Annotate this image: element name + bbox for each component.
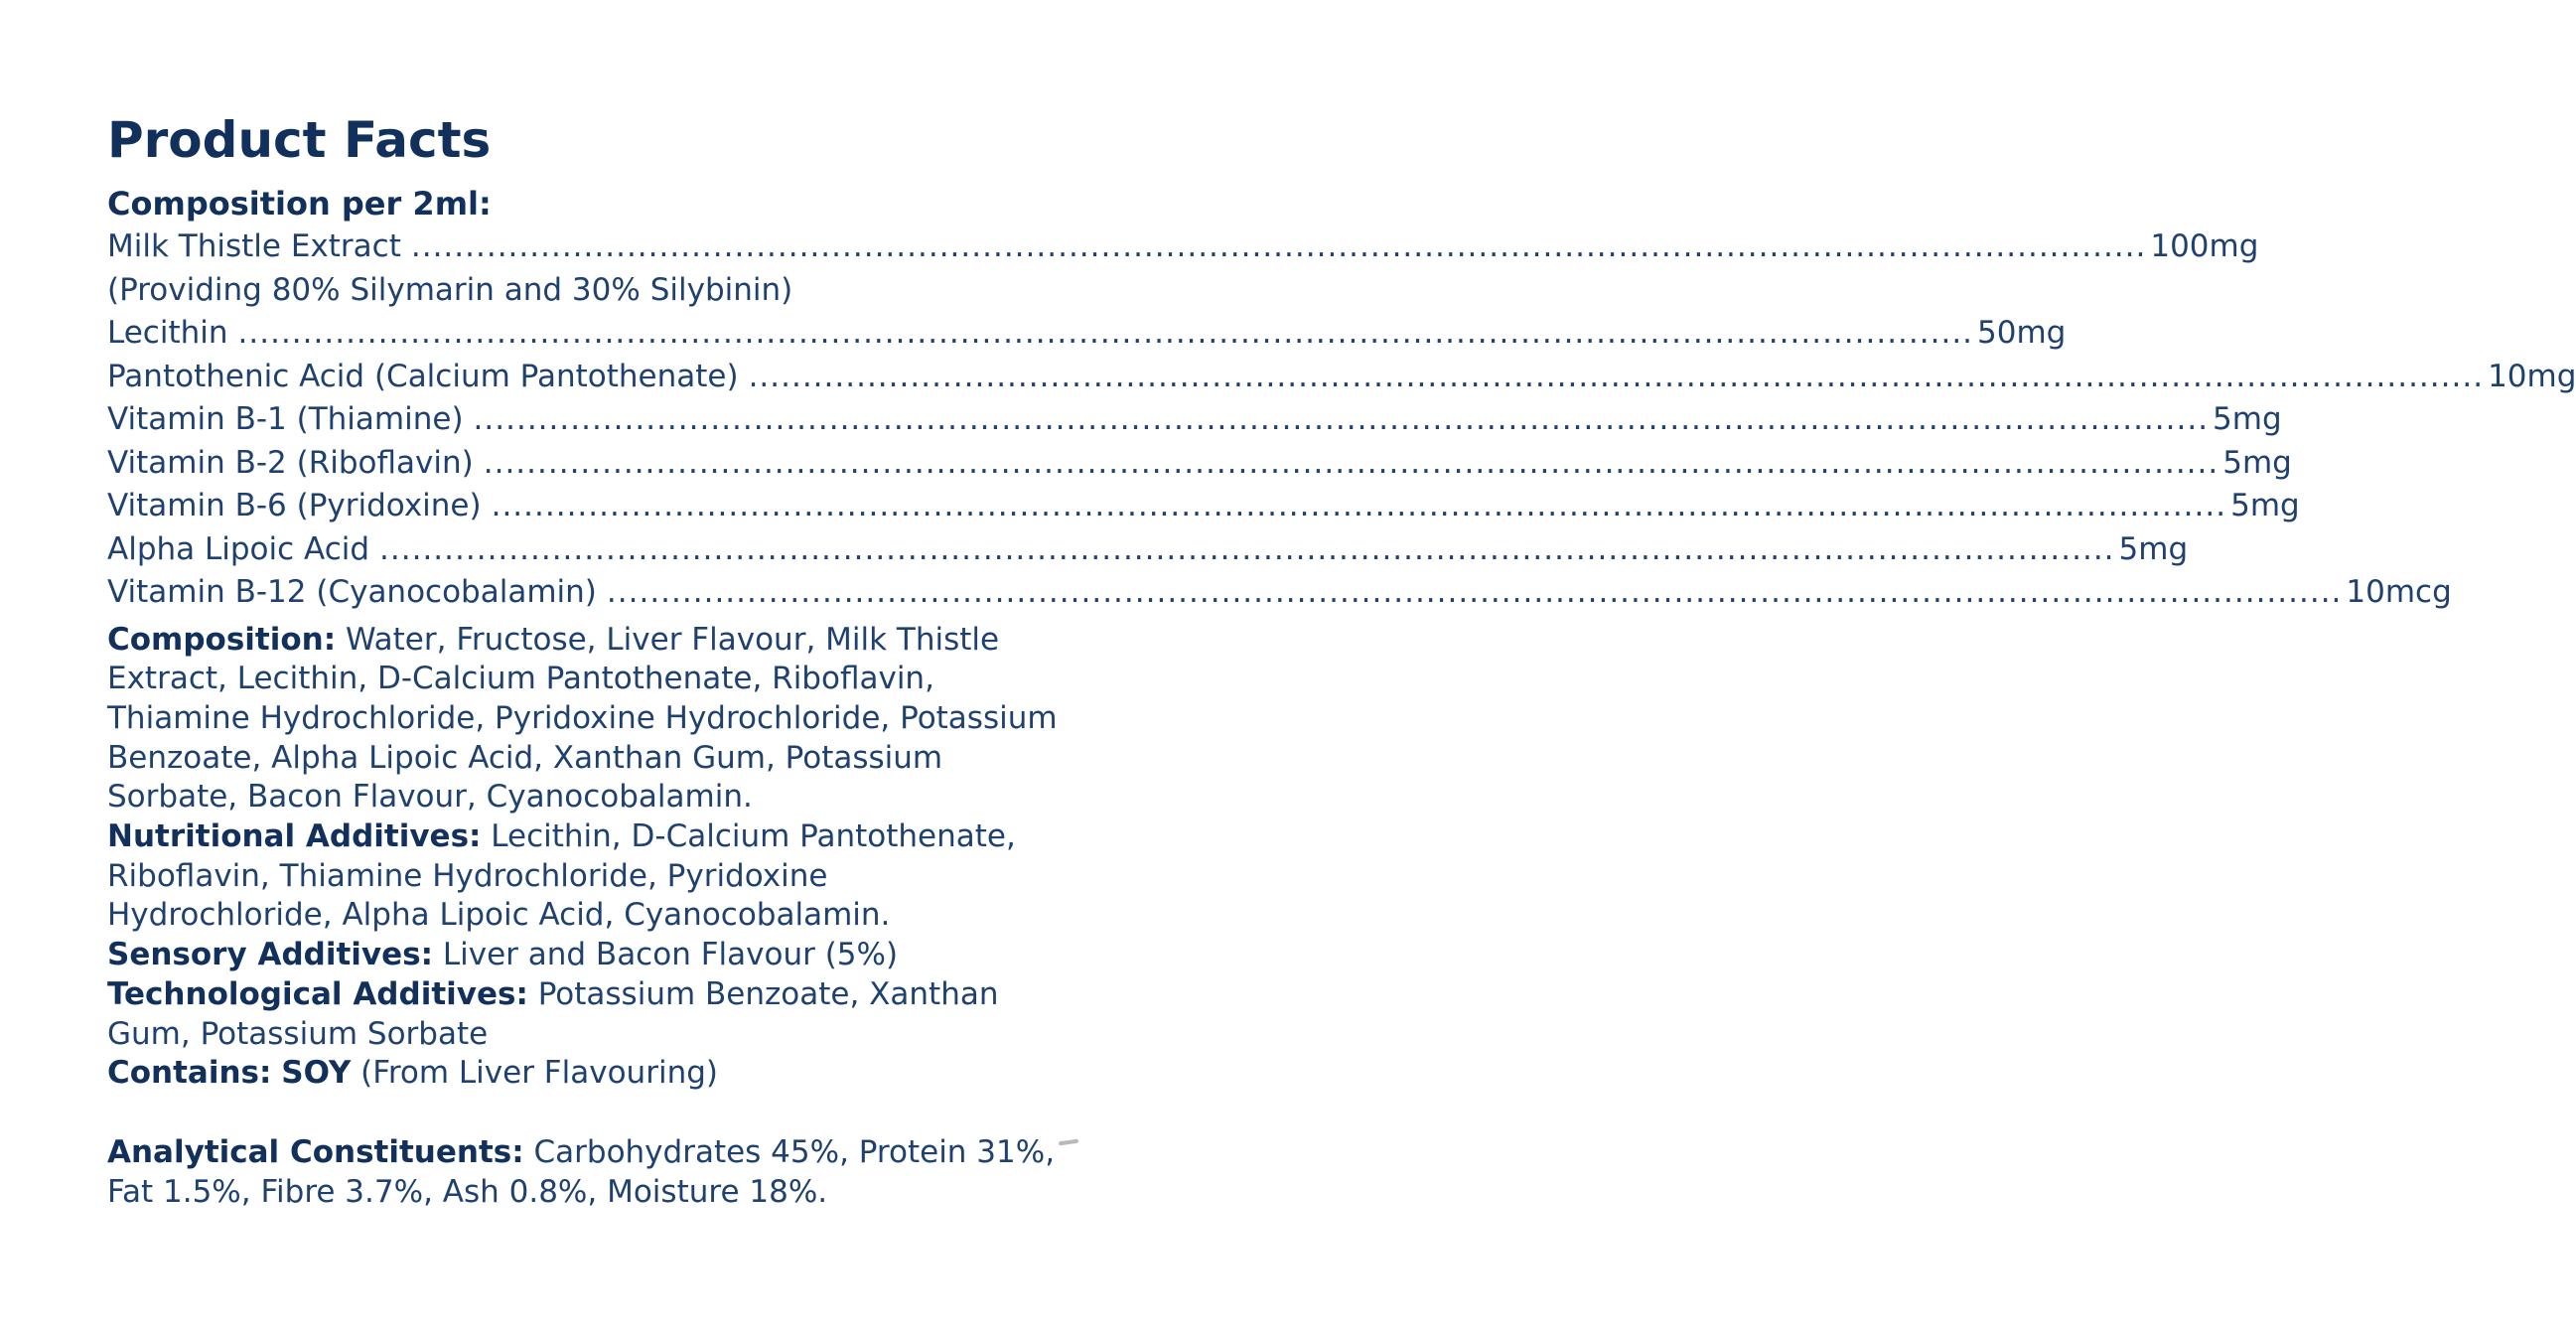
analytical-text: Carbohydrates 45%, Protein 31%, Fat 1.5%, Fibre 3.7%, Ash 0.8%, Moisture 18%. <box>107 1133 1056 1210</box>
technological-additives-text: Potassium Benzoate, Xanthan Gum, Potassium Sorbate <box>107 975 999 1052</box>
ingredient-value: 10mcg <box>2346 574 2452 610</box>
technological-additives-paragraph <box>107 975 1061 1054</box>
composition-label: Composition: <box>107 621 337 658</box>
leader-dots: ................................................................................................................................................................. <box>379 530 2115 567</box>
sensory-additives-label: Sensory Additives: <box>107 937 433 973</box>
leader-dots: ................................................................................................................................................................. <box>473 401 2210 437</box>
stray-mark <box>1059 1139 1078 1146</box>
ingredient-row <box>107 571 2452 615</box>
ingredient-name: Pantothenic Acid (Calcium Pantothenate) <box>107 358 739 394</box>
ingredient-value: 10mg <box>2488 358 2576 394</box>
ingredient-value: 5mg <box>2222 444 2292 481</box>
leader-dots: ................................................................................................................................................................. <box>483 444 2219 481</box>
ingredient-row <box>107 398 2282 442</box>
analytical-paragraph <box>107 1133 1061 1212</box>
ingredient-row <box>107 442 2292 486</box>
ingredient-name: Vitamin B-6 (Pyridoxine) <box>107 488 482 523</box>
sensory-additives-text: Liver and Bacon Flavour (5%) <box>442 937 899 973</box>
sensory-additives-paragraph <box>107 936 1061 975</box>
analytical-label: Analytical Constituents: <box>107 1133 524 1170</box>
composition-details <box>107 621 1061 1094</box>
ingredient-name: Lecithin <box>107 315 228 351</box>
composition-per-heading: Composition per 2ml: <box>107 185 492 223</box>
product-facts-panel <box>107 104 2576 1212</box>
leader-dots: ................................................................................................................................................................. <box>410 228 2147 264</box>
leader-dots: ................................................................................................................................................................. <box>237 315 1974 351</box>
ingredient-value: 5mg <box>2230 488 2300 523</box>
ingredient-row <box>107 225 2259 269</box>
ingredient-name: Milk Thistle Extract <box>107 228 401 264</box>
leader-dots: ................................................................................................................................................................. <box>491 488 2227 523</box>
page-title: Product Facts <box>107 111 492 169</box>
ingredient-name: Vitamin B-2 (Riboflavin) <box>107 444 474 481</box>
ingredient-name: Alpha Lipoic Acid <box>107 530 370 567</box>
ingredient-row <box>107 485 2300 528</box>
technological-additives-label: Technological Additives: <box>107 975 528 1012</box>
ingredient-value: 50mg <box>1977 315 2067 351</box>
ingredient-row <box>107 528 2189 572</box>
contains-label: Contains: <box>107 1055 272 1092</box>
ingredient-row <box>107 356 2576 399</box>
contains-paragraph <box>107 1054 1061 1094</box>
ingredient-note: (Providing 80% Silymarin and 30% Silybinin) <box>107 271 793 308</box>
leader-dots: ................................................................................................................................................................. <box>748 358 2485 394</box>
analytical-constituents <box>107 1133 1061 1212</box>
ingredient-row <box>107 312 2067 356</box>
composition-paragraph <box>107 621 1061 818</box>
nutritional-additives-text: Lecithin, D-Calcium Pantothenate, Riboflavin, Thiamine Hydrochloride, Pyridoxine Hydrochloride, Alpha Lipoic Acid, Cyanocobalamin. <box>107 818 1016 934</box>
leader-dots: ................................................................................................................................................................. <box>606 574 2343 610</box>
contains-text: (From Liver Flavouring) <box>360 1055 718 1092</box>
ingredient-name: Vitamin B-1 (Thiamine) <box>107 401 464 437</box>
composition-text: Water, Fructose, Liver Flavour, Milk Thistle Extract, Lecithin, D-Calcium Pantothenate, Riboflavin, Thiamine Hydrochloride, Pyridoxine Hydrochloride, Potassium Benzoate, Alpha Lipoic Acid, Xanthan Gum, Potassium Sorbate, Bacon Flavour, Cyanocobalamin. <box>107 621 1058 816</box>
ingredient-name: Vitamin B-12 (Cyanocobalamin) <box>107 574 597 610</box>
nutritional-additives-paragraph <box>107 817 1061 936</box>
ingredient-value: 5mg <box>2213 401 2282 437</box>
ingredient-value: 100mg <box>2150 228 2259 264</box>
ingredient-value: 5mg <box>2118 530 2189 567</box>
nutritional-additives-label: Nutritional Additives: <box>107 818 482 855</box>
allergen-text: SOY <box>281 1055 352 1092</box>
